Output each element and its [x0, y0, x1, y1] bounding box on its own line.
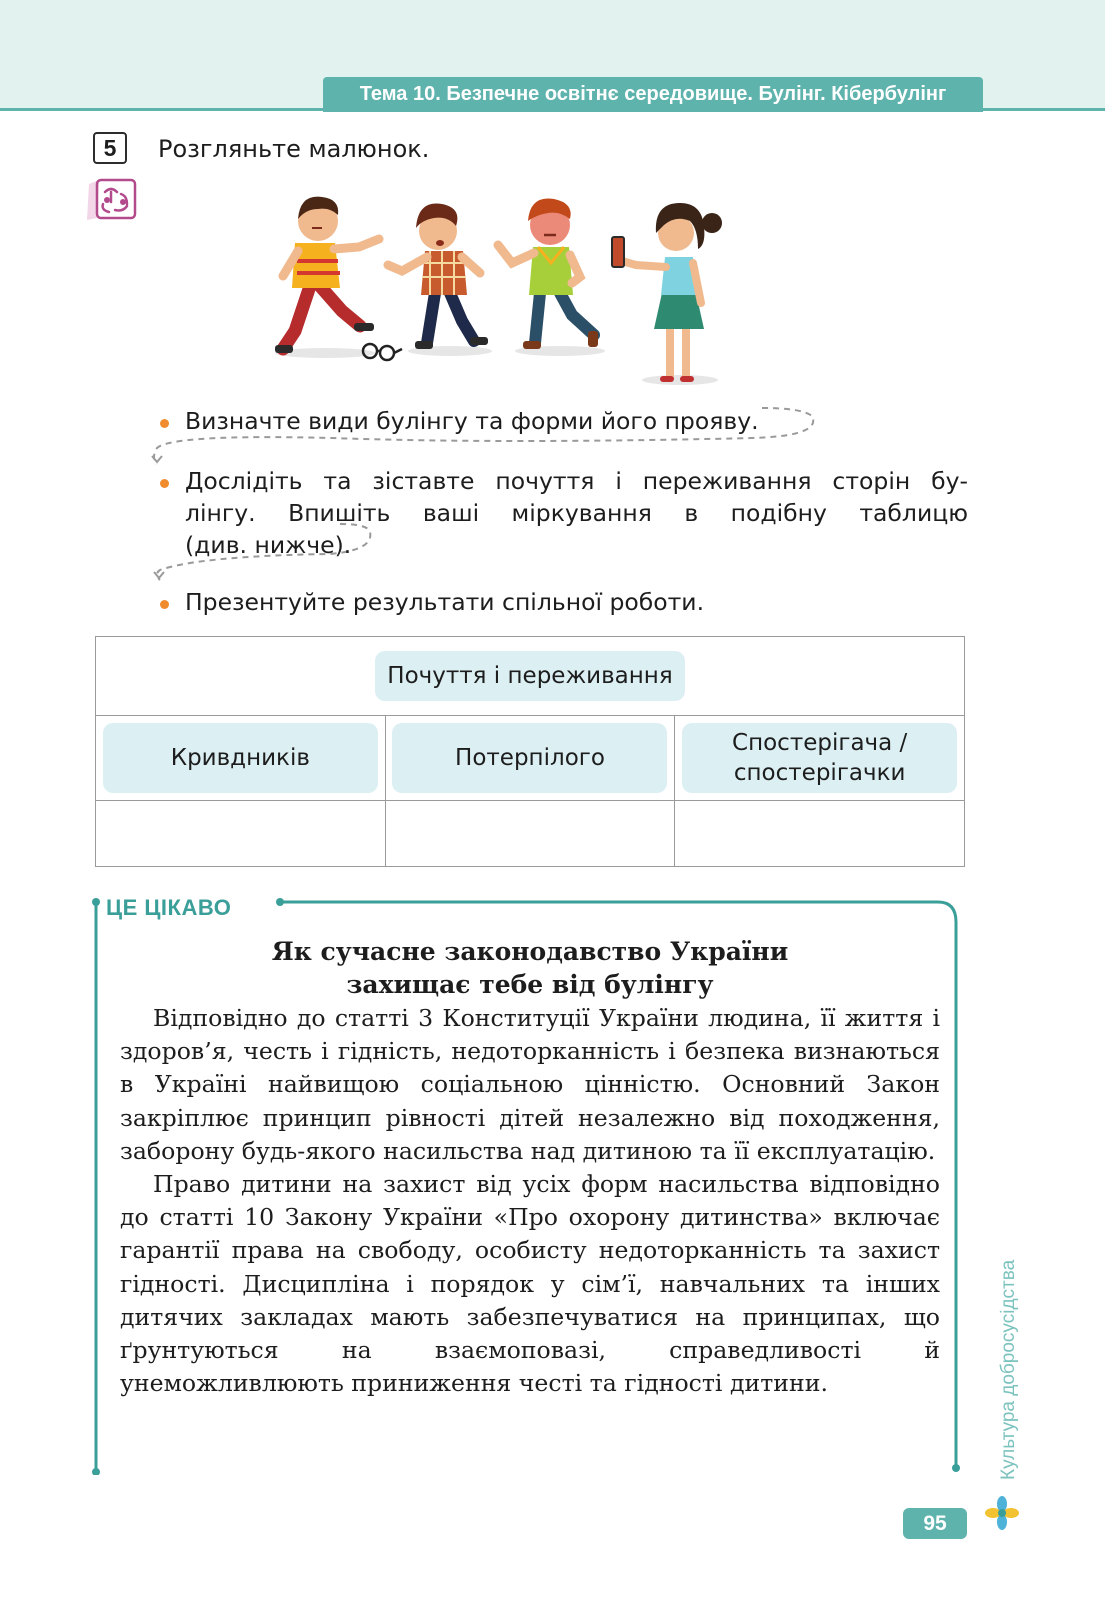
topic-banner: Тема 10. Безпечне освітнє середовище. Булінг. Кібербулінг — [323, 77, 983, 112]
table-header-cell — [96, 637, 965, 716]
table-header: Почуття і переживання — [375, 651, 684, 701]
bully-figure-2 — [498, 198, 598, 349]
table-answer-cell — [675, 801, 965, 867]
info-paragraph: Відповідно до статті 3 Конституції України людина, її життя і здоров’я, честь і гідність, недоторканність і безпека визнаються в Україні найвищою соціальною цінністю. Основний Закон закріплює принцип рівності дітей незалежно від походження, заборону будь-якого насильства над дитиною та її експлуатацію. — [120, 1004, 940, 1165]
table-answer-cell — [385, 801, 675, 867]
group-work-icon — [85, 174, 140, 226]
column-victim: Потерпілого — [392, 723, 667, 793]
bystander-girl-figure — [612, 203, 722, 382]
feelings-table — [95, 636, 965, 867]
column-observer: Спостерігача / спостерігачки — [682, 723, 957, 793]
task-title: Розгляньте малюнок. — [158, 135, 430, 163]
page-number: 95 — [903, 1508, 967, 1539]
info-paragraph: Право дитини на захист від усіх форм насильства відповідно до статті 10 Закону України «Про охорону дитинства» включає гарантії права на свободу, особисту недоторканність та захист гідності. Дисципліна і порядок у сім’ї, навчальних та інших дитячих закладах мають забезпечуватися на принципах, що ґрунтуються на взаємоповазі, справедливості й унеможливлюють приниження честі та гідності дитини. — [120, 1170, 940, 1398]
bullet-item: Дослідіть та зіставте почуття і переживання сторін бу- лінгу. Впишіть ваші міркування в подібну таблицю (див. нижче). — [158, 465, 968, 561]
info-box-label: ЦЕ ЦІКАВО — [106, 895, 232, 920]
info-box-heading: Як сучасне законодавство України захищає тебе від булінгу — [271, 937, 789, 999]
table-column-cell — [385, 716, 675, 801]
info-box-body — [120, 1002, 940, 1400]
section-side-label: Культура добросусідства — [998, 1259, 1019, 1480]
column-offenders: Кривдників — [103, 723, 378, 793]
bullet-item: Визначте види булінгу та форми його прояву. — [158, 405, 978, 437]
table-column-cell — [675, 716, 965, 801]
flower-icon — [985, 1496, 1019, 1530]
bullet-item: Презентуйте результати спільної роботи. — [158, 586, 968, 618]
task-number: 5 — [93, 132, 127, 164]
bully-figure-1 — [275, 197, 379, 353]
table-column-cell — [96, 716, 386, 801]
victim-figure — [388, 204, 488, 350]
bullying-scene-illustration — [270, 183, 750, 401]
table-answer-cell — [96, 801, 386, 867]
